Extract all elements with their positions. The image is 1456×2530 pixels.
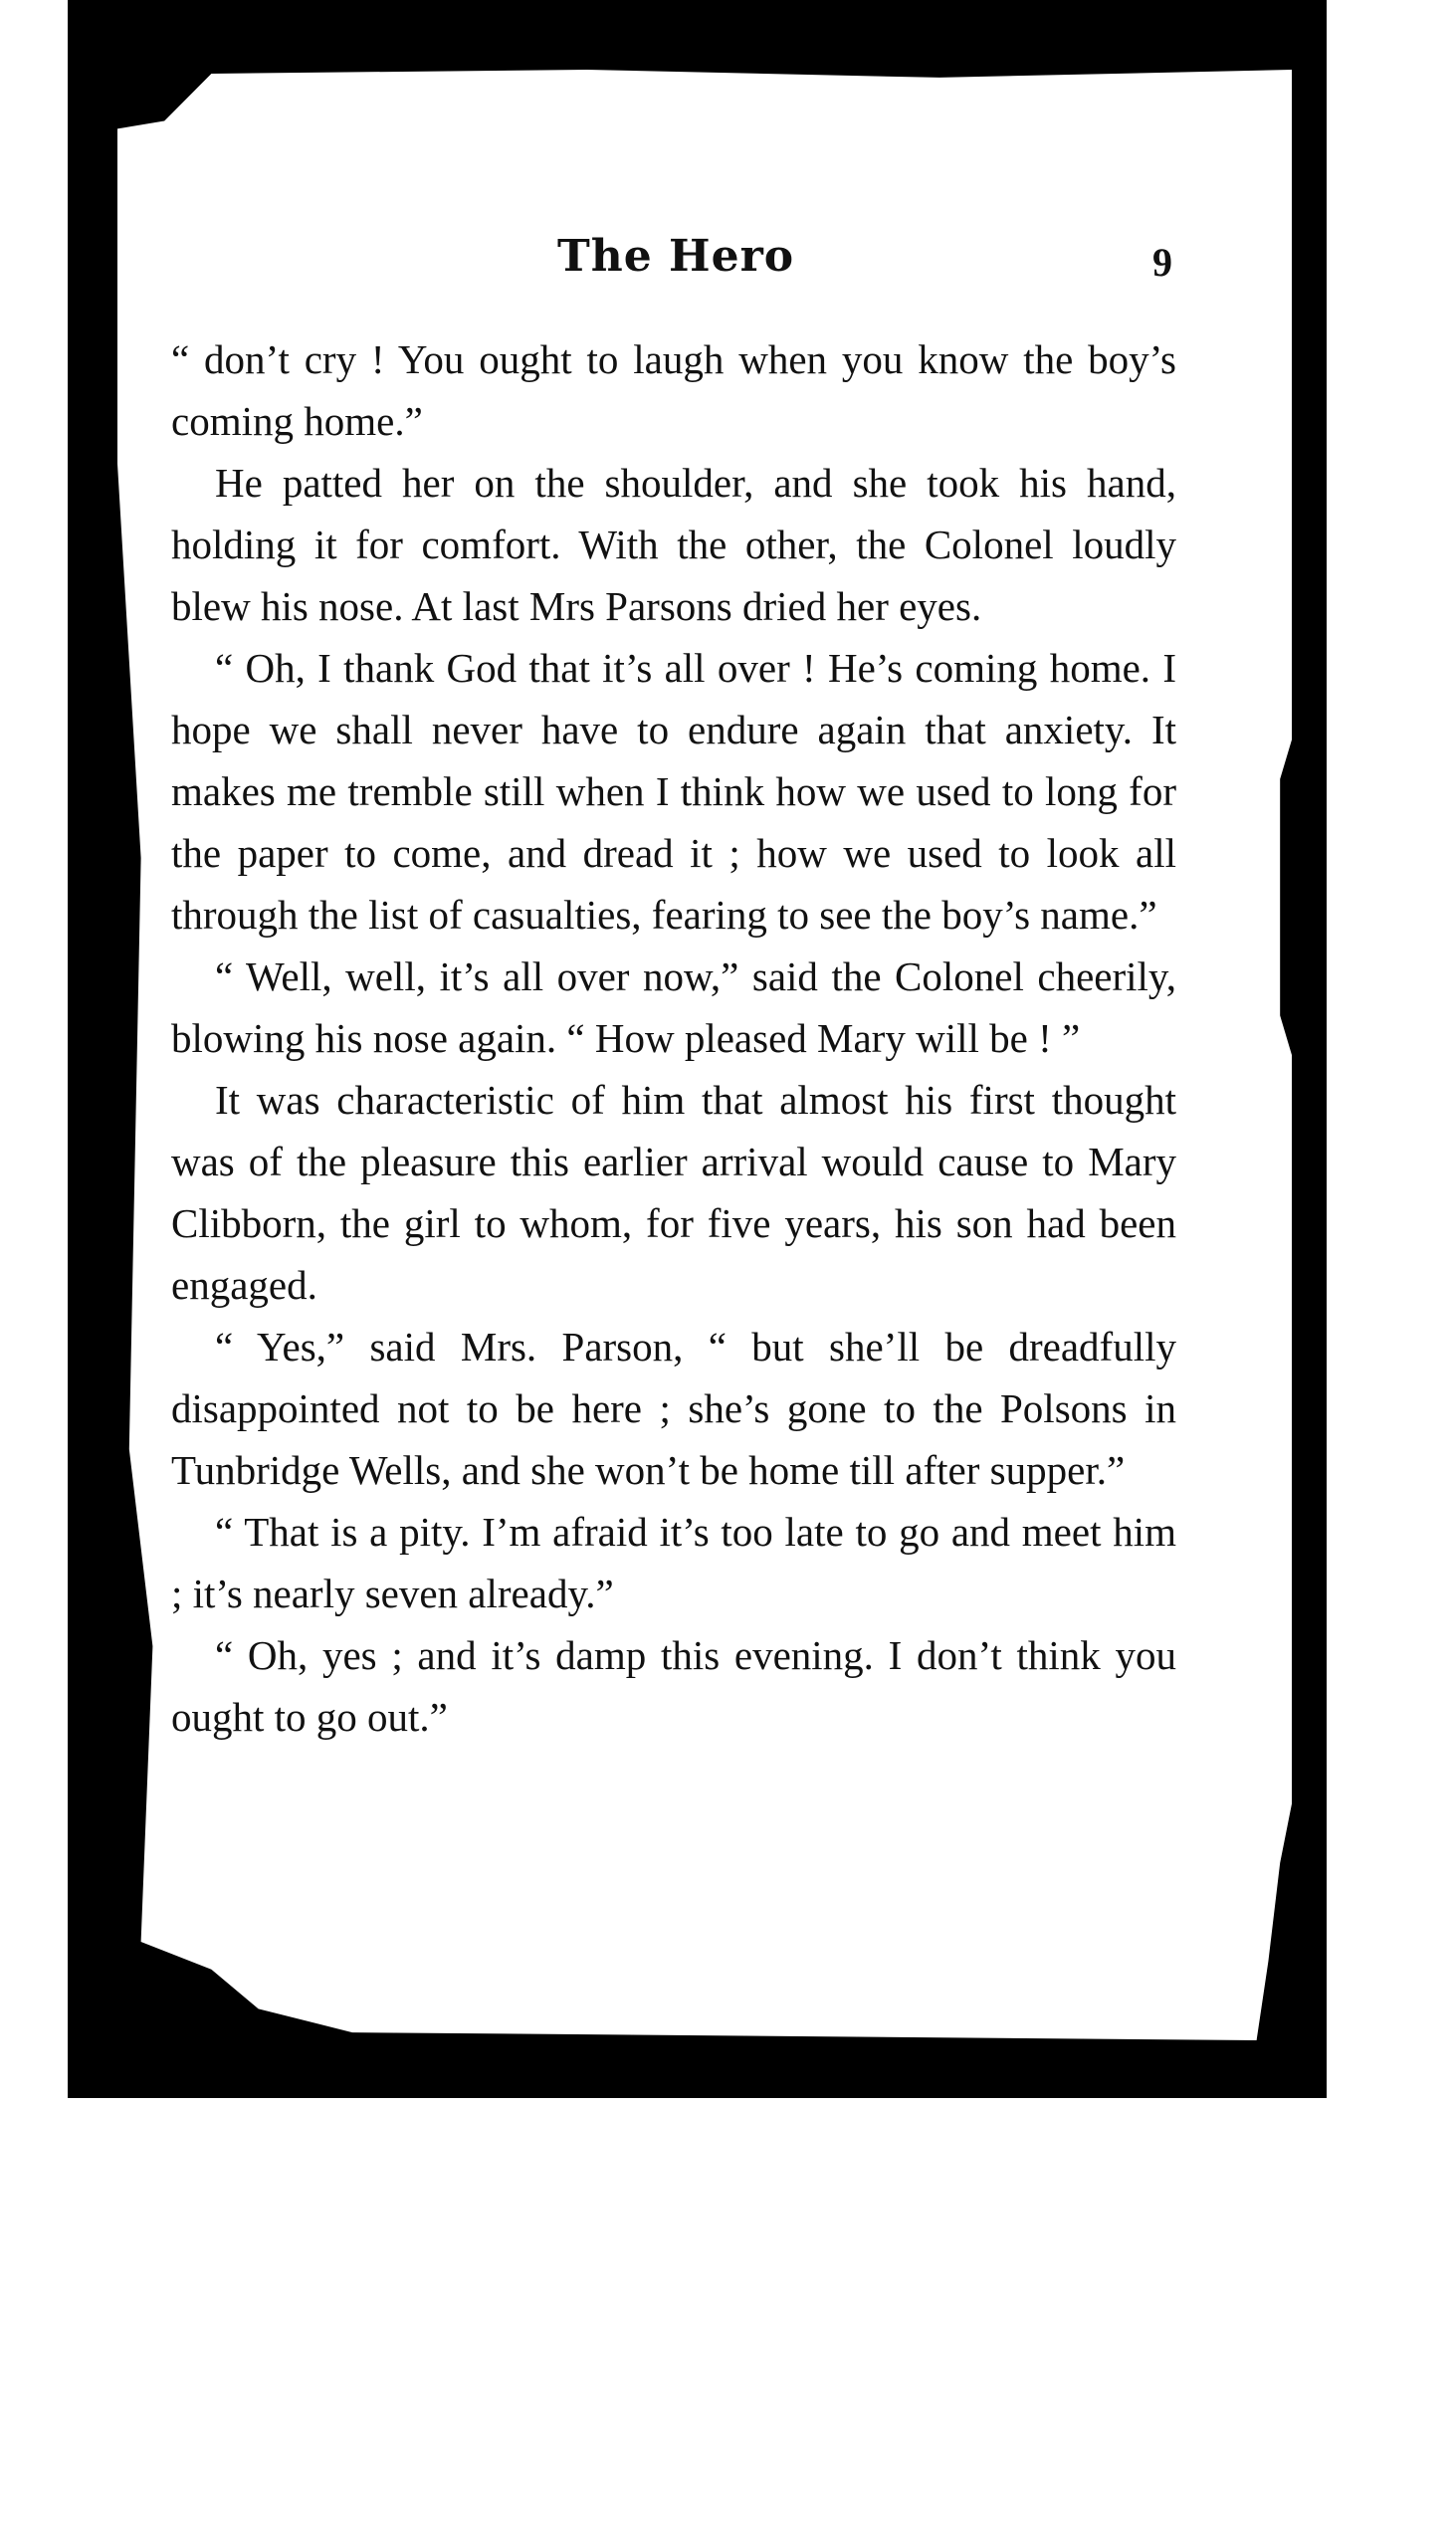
- scan-streak: [70, 56, 627, 64]
- page-number: 9: [1152, 240, 1172, 285]
- body-text: [171, 328, 1176, 1748]
- running-head: The Hero: [557, 231, 795, 282]
- paragraph: “ Oh, I thank God that it’s all over ! He’s coming home. I hope we shall never have to endure again that anxiety. It makes me tremble still when I think how we used to long for the paper to come, and dread it ; how we used to look all through the list of casualties, fearing to see the boy’s name.”: [171, 645, 1176, 938]
- paragraph: “ Well, well, it’s all over now,” said the Colonel cheerily, blowing his nose again. “ How pleased Mary will be ! ”: [171, 953, 1176, 1061]
- paragraph: “ That is a pity. I’m afraid it’s too late to go and meet him ; it’s nearly seven already.”: [171, 1509, 1176, 1616]
- paragraph: “ Oh, yes ; and it’s damp this evening. I don’t think you ought to go out.”: [171, 1632, 1176, 1740]
- paragraph: It was characteristic of him that almost his first thought was of the pleasure this earlier arrival would cause to Mary Clibborn, the girl to whom, for five years, his son had been engaged.: [171, 1077, 1176, 1308]
- paragraph: “ Yes,” said Mrs. Parson, “ but she’ll be dreadfully disappointed not to be here ; she’s gone to the Polsons in Tunbridge Wells, and she won’t be home till after supper.”: [171, 1324, 1176, 1493]
- paragraph: He patted her on the shoulder, and she took his hand, holding it for comfort. With the other, the Colonel loudly blew his nose. At last Mrs Parsons dried her eyes.: [171, 460, 1176, 629]
- paragraph: “ don’t cry ! You ought to laugh when you know the boy’s coming home.”: [171, 336, 1176, 444]
- scan-streak: [975, 56, 1274, 66]
